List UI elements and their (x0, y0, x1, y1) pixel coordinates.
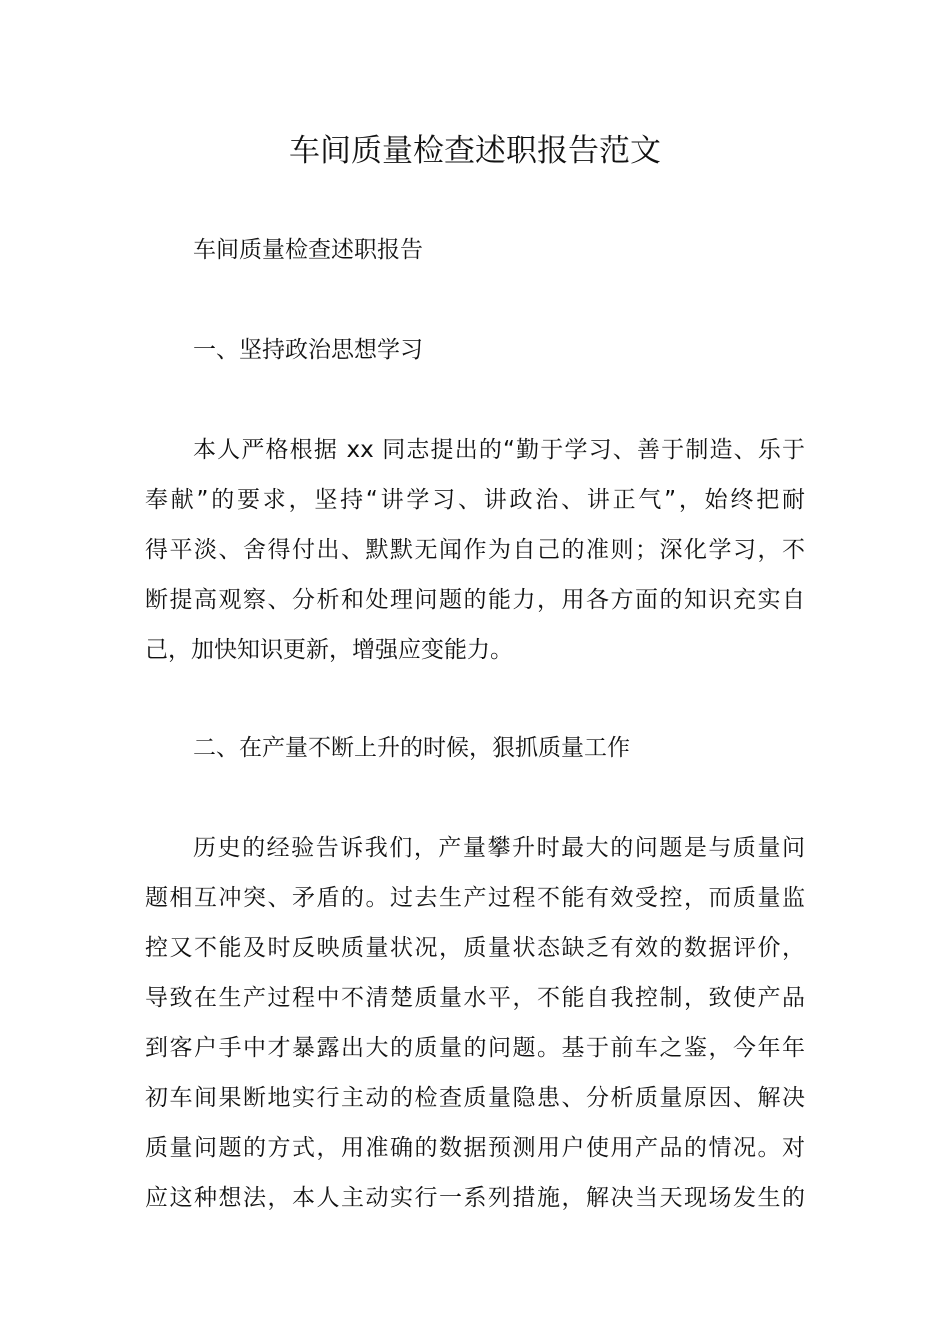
paragraph-line: 质量问题的方式，用准确的数据预测用户使用产品的情况。对 (145, 1135, 805, 1161)
section-heading-1: 一、坚持政治思想学习 (193, 337, 423, 363)
paragraph-line: 导致在生产过程中不清楚质量水平，不能自我控制，致使产品 (145, 985, 805, 1011)
paragraph-line: 历史的经验告诉我们，产量攀升时最大的问题是与质量问 (193, 835, 805, 861)
document-title: 车间质量检查述职报告范文 (289, 133, 661, 169)
paragraph-line: 本人严格根据 xx 同志提出的“勤于学习、善于制造、乐于 (193, 437, 805, 463)
paragraph-line: 己，加快知识更新，增强应变能力。 (145, 637, 513, 663)
paragraph-line: 断提高观察、分析和处理问题的能力，用各方面的知识充实自 (145, 587, 805, 613)
paragraph-line: 奉献”的要求，坚持“讲学习、讲政治、讲正气”，始终把耐 (145, 487, 805, 513)
paragraph-line: 得平淡、舍得付出、默默无闻作为自己的准则；深化学习，不 (145, 537, 805, 563)
paragraph-line: 应这种想法，本人主动实行一系列措施，解决当天现场发生的 (145, 1185, 805, 1211)
paragraph-line: 题相互冲突、矛盾的。过去生产过程不能有效受控，而质量监 (145, 885, 805, 911)
paragraph-line: 控又不能及时反映质量状况，质量状态缺乏有效的数据评价， (145, 935, 805, 961)
paragraph-line: 初车间果断地实行主动的检查质量隐患、分析质量原因、解决 (145, 1085, 805, 1111)
paragraph-line: 到客户手中才暴露出大的质量的问题。基于前车之鉴，今年年 (145, 1035, 805, 1061)
section-heading-2: 二、在产量不断上升的时候，狠抓质量工作 (193, 735, 630, 761)
report-subtitle: 车间质量检查述职报告 (193, 237, 423, 263)
